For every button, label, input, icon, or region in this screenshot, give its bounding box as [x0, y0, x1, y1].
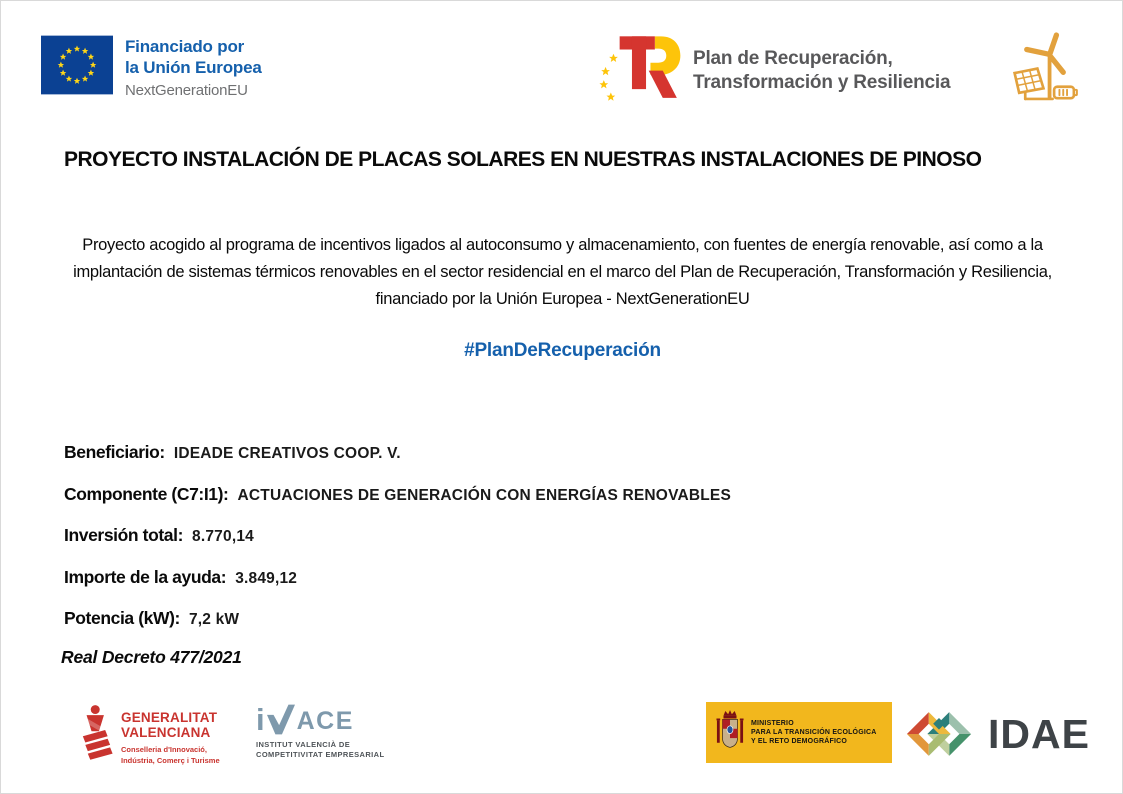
field-label: Componente (C7:I1): [64, 483, 229, 504]
field-value: IDEADE CREATIVOS COOP. V. [173, 445, 401, 462]
page-title: PROYECTO INSTALACIÓN DE PLACAS SOLARES EN NUESTRAS INSTALACIONES DE PINOSO [64, 148, 982, 171]
field-label: Inversión total: [64, 525, 184, 545]
gva-name-line1: GENERALITAT [121, 710, 218, 725]
ivace-check-icon [267, 704, 295, 735]
idae-logo [904, 702, 1090, 766]
ivace-wordmark [256, 704, 384, 735]
ministerio-line2: PARA LA TRANSICIÓN ECOLÓGICA [751, 729, 877, 736]
prtr-line1: Plan de Recuperación, [693, 48, 893, 69]
hashtag: #PlanDeRecuperación [464, 340, 661, 361]
field-importe-ayuda [64, 567, 731, 588]
eu-funding-line3: NextGenerationEU [125, 82, 248, 99]
ministerio-line3: Y EL RETO DEMOGRÁFICO [751, 738, 847, 745]
ivace-letters-ace: ACE [296, 707, 354, 735]
decree-reference: Real Decreto 477/2021 [61, 647, 242, 667]
eu-funding-line2: la Unión Europea [125, 58, 262, 77]
generalitat-valenciana-logo [75, 704, 220, 766]
ivace-subtitle-line1: INSTITUT VALENCIÀ DE [256, 740, 351, 749]
ivace-letter-i: i [256, 702, 265, 737]
field-label: Beneficiario: [64, 442, 165, 462]
eu-flag-icon [41, 34, 113, 96]
gva-subtitle-line1: Conselleria d'Innovació, [121, 745, 207, 754]
project-fields [64, 442, 731, 650]
field-value: 3.849,12 [235, 569, 298, 587]
ivace-subtitle-line2: COMPETITIVITAT EMPRESARIAL [256, 749, 385, 759]
field-potencia [64, 608, 731, 629]
field-value: 7,2 kW [188, 611, 240, 628]
field-inversion-total [64, 525, 731, 546]
field-beneficiario [64, 442, 731, 463]
ministerio-transicion-ecologica-logo [706, 702, 892, 763]
eu-funding-logo [41, 34, 262, 99]
field-value: ACTUACIONES DE GENERACIÓN CON ENERGÍAS RENOVABLES [237, 486, 731, 504]
field-label: Potencia (kW): [64, 608, 180, 628]
field-componente [64, 484, 731, 505]
prtr-monogram-icon [595, 29, 683, 107]
prtr-line2: Transformación y Resiliencia [693, 72, 951, 93]
field-label: Importe de la ayuda: [64, 566, 227, 587]
project-description: Proyecto acogido al programa de incentivos ligados al autoconsumo y almacenamiento, con fuentes de energía renovable, así como a la implantación de sistemas térmicos renovables en el sector residencial en el marco del Plan de Recuperación, Transformación y Resiliencia, financiado por la Unión Europea - NextGenerationEU [73, 236, 1052, 308]
eu-funding-line1: Financiado por [125, 37, 245, 56]
gva-emblem-icon [75, 704, 113, 766]
gva-subtitle-line2: Indústria, Comerç i Turisme [121, 755, 220, 765]
field-value: 8.770,14 [192, 528, 254, 545]
idae-wordmark: IDAE [988, 710, 1090, 757]
renewable-energy-icon [1007, 29, 1083, 105]
spain-coat-of-arms-icon [716, 709, 744, 756]
prtr-logo [595, 29, 950, 107]
idae-mark-icon [904, 702, 974, 766]
ivace-logo [256, 704, 384, 759]
gva-name-line2: VALENCIANA [121, 725, 211, 740]
ministerio-line1: MINISTERIO [751, 720, 794, 727]
